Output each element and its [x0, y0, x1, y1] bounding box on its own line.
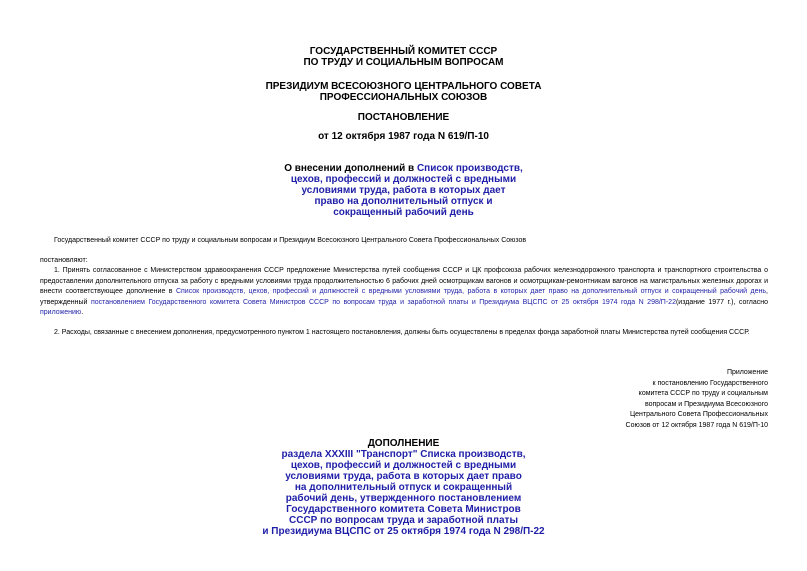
addition-line6[interactable]: Государственного комитета Совета Министров [286, 504, 521, 515]
appendix-note-line1: Приложение [726, 369, 768, 376]
document-date: от 12 октября 1987 года N 619/П-10 [318, 131, 489, 142]
addition-heading: ДОПОЛНЕНИЕ [367, 438, 440, 449]
addition-line2[interactable]: цехов, профессий и должностей с вредными [290, 460, 517, 471]
p1-text-a: 1. Принять согласованное с Министерством здравоохранения СССР предложение Министерства путей сообщения СССР и ЦК профсоюза рабочих железнодорожного транспорта и транспортного строительства о предоставлении дополнительного отпуска за работу с вредными условиями труда продолжительностью 6 рабочих дней осмотрщикам вагонов и осмотрщикам-ремонтникам вагонов на магистральных железных дорогах и внести соответствующее дополнение в [40, 267, 768, 295]
addition-line7[interactable]: СССР по вопросам труда и заработной платы [289, 515, 518, 526]
document-title [200, 163, 607, 218]
resolve-word: постановляют: [40, 257, 88, 264]
paragraph-2: 2. Расходы, связанные с внесением дополнения, предусмотренного пунктом 1 настоящего постановления, должны быть осуществлены в пределах фонда заработной платы Министерства путей сообщения СССР. [54, 329, 750, 336]
appendix-note-line6: Союзов от 12 октября 1987 года N 619/П-10 [625, 421, 768, 429]
appendix-note-line4: вопросам и Президиума Всесоюзного [644, 400, 768, 408]
p1-text-c: (издание 1977 г.), согласно [675, 298, 768, 306]
addition-line8[interactable]: и Президиума ВЦСПС от 25 октября 1974 года N 298/П-22 [262, 526, 545, 537]
presidium-name-line2: ПРОФЕССИОНАЛЬНЫХ СОЮЗОВ [319, 92, 488, 103]
document-type: ПОСТАНОВЛЕНИЕ [357, 112, 450, 123]
addition-line5-text[interactable]: рабочий день, утвержденного [285, 493, 439, 504]
paragraph-1 [40, 266, 768, 319]
presidium-name-line1: ПРЕЗИДИУМ ВСЕСОЮЗНОГО ЦЕНТРАЛЬНОГО СОВЕТА [265, 81, 542, 92]
intro-paragraph: Государственный комитет СССР по труду и социальным вопросам и Президиум Всесоюзного Центрального Совета Профессиональных Союзов [54, 237, 527, 244]
addition-line4[interactable]: на дополнительный отпуск и сокращенный [294, 482, 513, 493]
title-line3[interactable]: условиями труда, работа в которых дает [301, 185, 506, 196]
title-line5[interactable]: сокращенный рабочий день [333, 207, 474, 218]
addition-link-resolution[interactable]: постановлением [438, 493, 522, 504]
appendix-note [560, 368, 768, 431]
p1-text-b: , утвержденный [40, 288, 768, 306]
p1-link-appendix[interactable]: приложению [40, 309, 82, 316]
addition-section [200, 438, 607, 537]
appendix-note-line2: к постановлению Государственного [652, 379, 768, 387]
p1-link-resolution[interactable]: постановлением Государственного комитета Совета Министров СССР по вопросам труда и заработной платы и Президиума ВЦСПС от 25 октября 1974 года N 298/П-22 [90, 298, 676, 306]
title-line4[interactable]: право на дополнительный отпуск и [314, 196, 493, 207]
document-header [200, 46, 607, 68]
presidium-header [200, 81, 607, 103]
addition-line1[interactable]: раздела XXXIII "Транспорт" Списка производств, [281, 449, 526, 460]
appendix-note-line5: Центрального Совета Профессиональных [629, 411, 768, 418]
appendix-note-line3: комитета СССР по труду и социальным [638, 390, 768, 397]
title-prefix: О внесении дополнений в [284, 163, 417, 174]
p1-text-d: . [81, 309, 84, 316]
addition-line5 [200, 493, 607, 504]
committee-name-line2: ПО ТРУДУ И СОЦИАЛЬНЫМ ВОПРОСАМ [303, 57, 504, 68]
addition-line3[interactable]: условиями труда, работа в которых дает право [285, 471, 522, 482]
p1-link-list[interactable]: Список производств, цехов, профессий и должностей с вредными условиями труда, работа в которых дает право на дополнительный отпуск и сокращенный рабочий день [175, 288, 767, 295]
title-link-list[interactable]: Список производств, [416, 163, 523, 174]
title-line2[interactable]: цехов, профессий и должностей с вредными [290, 174, 517, 185]
committee-name-line1: ГОСУДАРСТВЕННЫЙ КОМИТЕТ СССР [309, 46, 498, 57]
title-line1 [200, 163, 607, 174]
